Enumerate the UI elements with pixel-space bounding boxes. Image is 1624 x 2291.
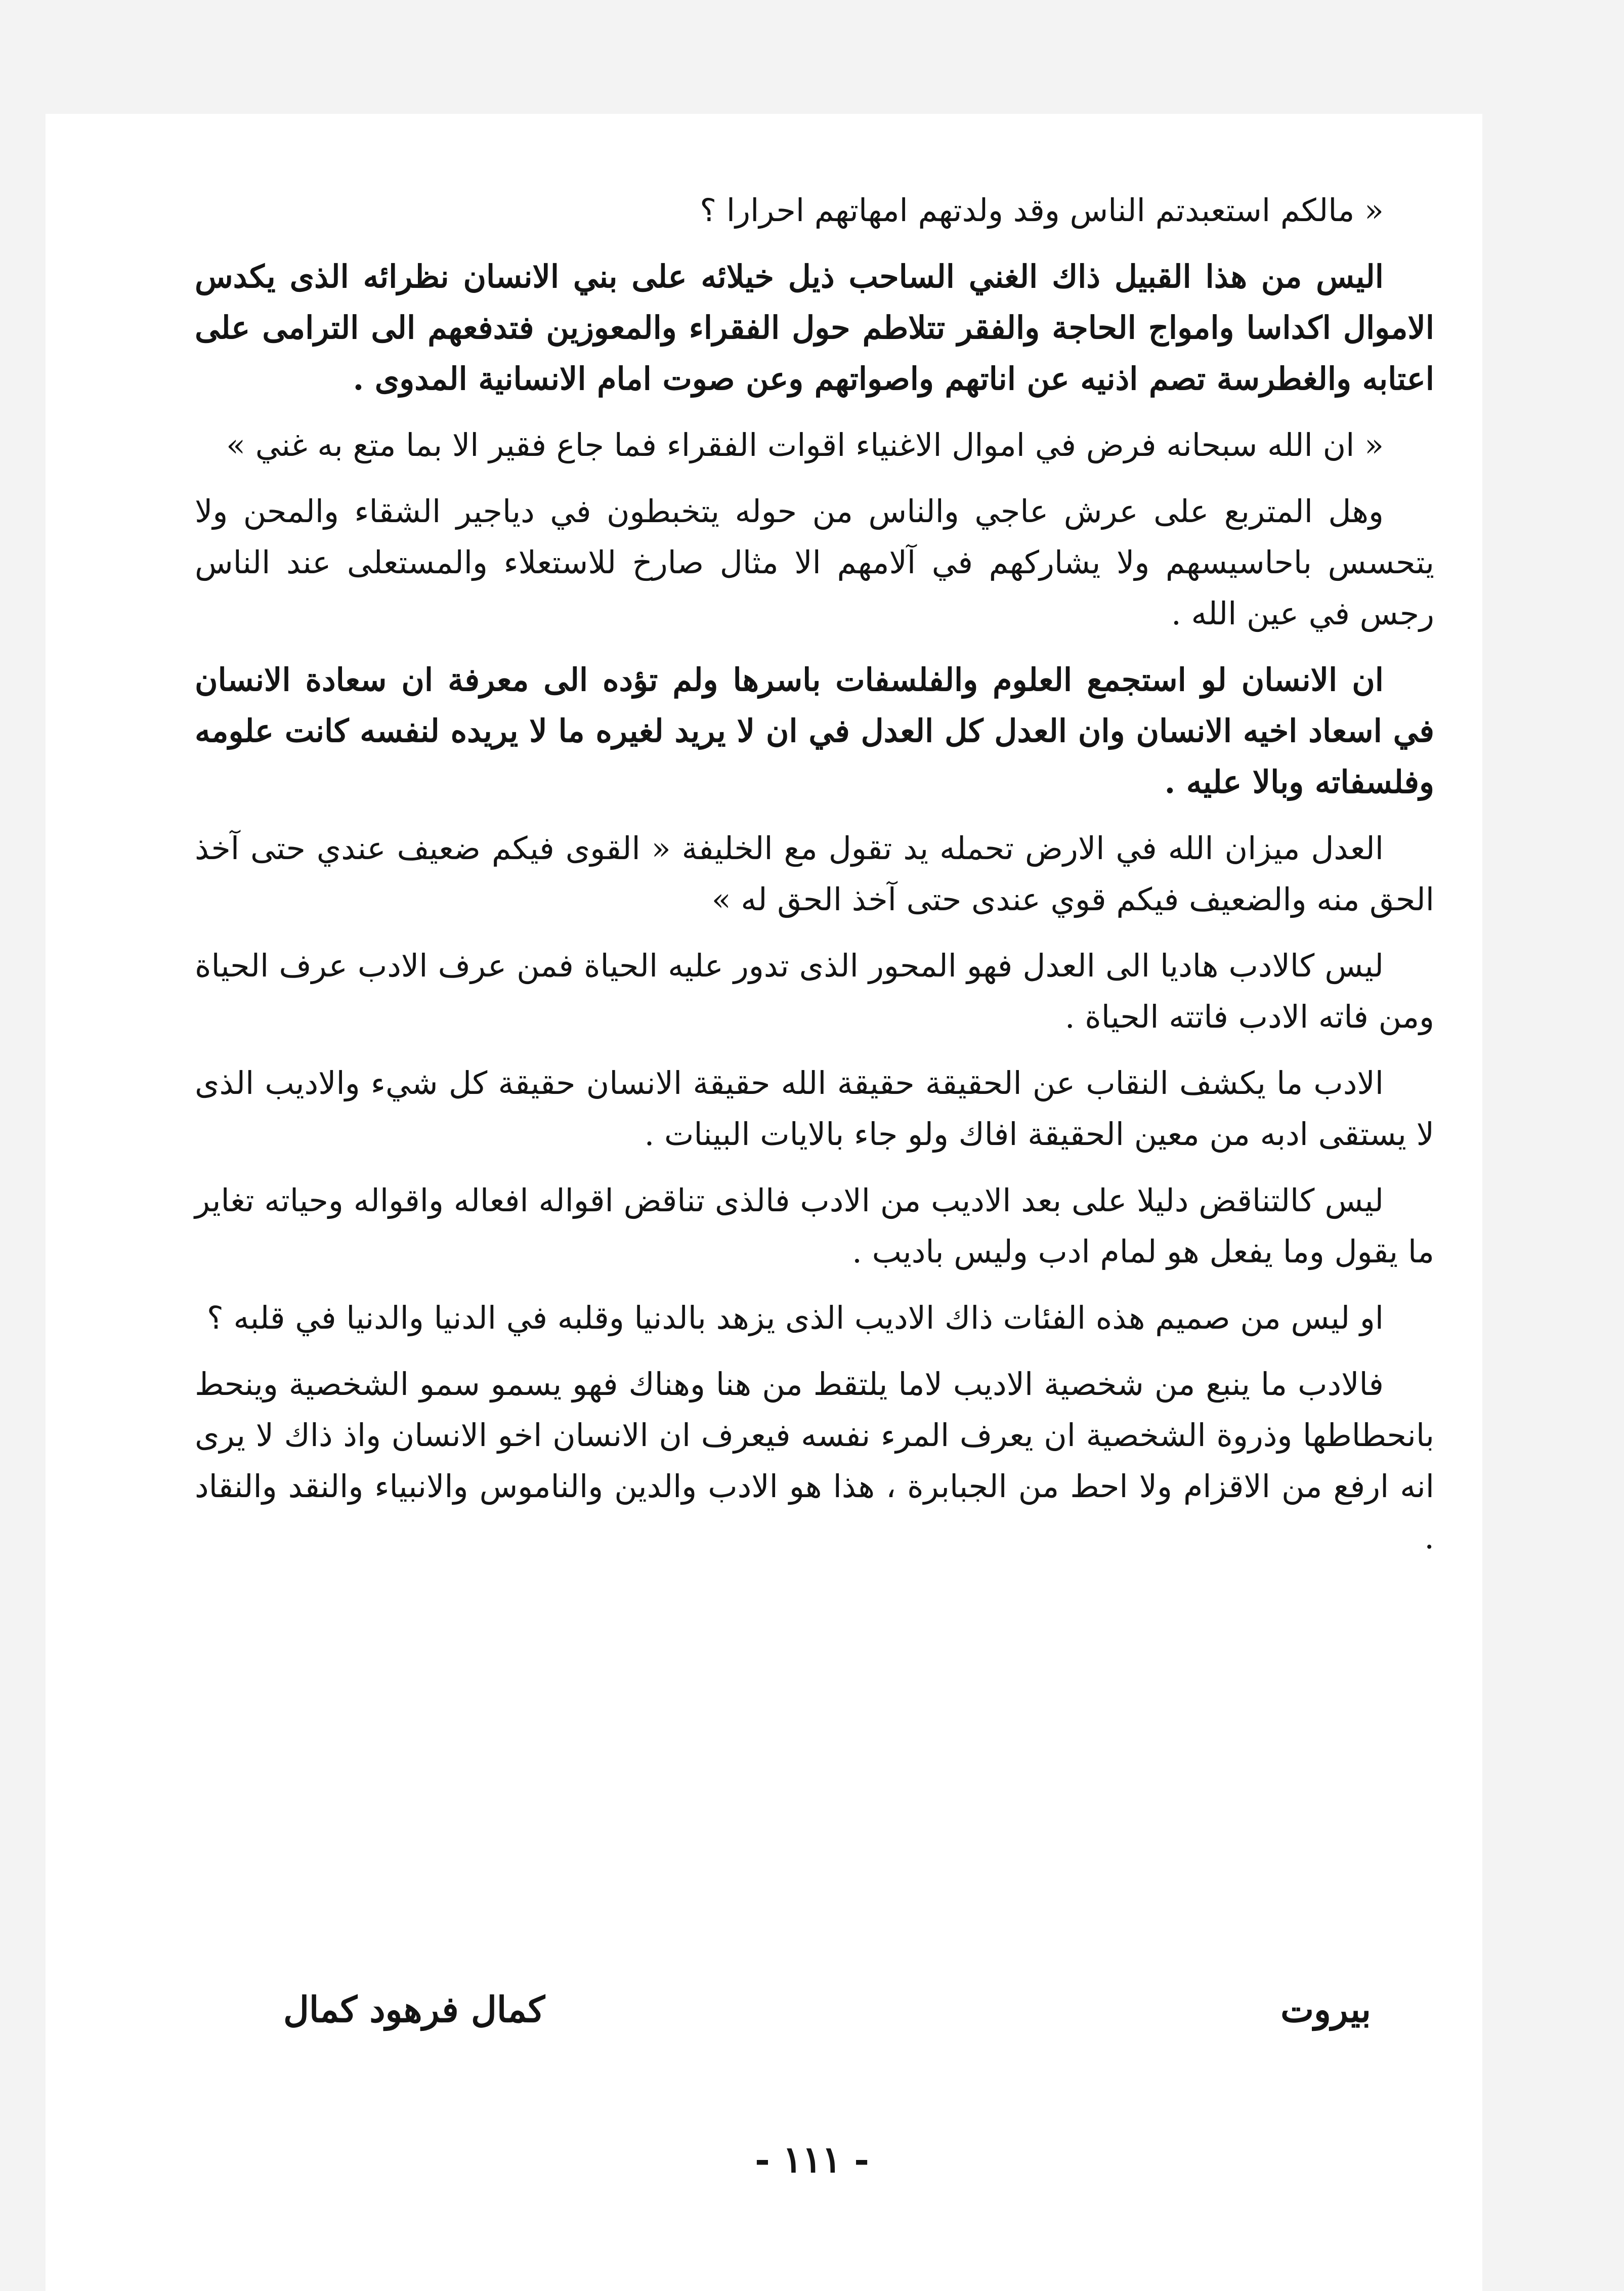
paragraph-rich-man: اليس من هذا القبيل ذاك الغني الساحب ذيل خيلائه على بني الانسان نظرائه الذى يكدس الاموال اكداسا وامواج الحاجة والفقر تتلاطم حول الفقراء والمعوزين فتدفعهم الى الترامى على اعتابه والغطرسة تصم اذنيه عن اناتهم واصواتهم وعن صوت امام الانسانية المدوى . [195, 258, 1434, 397]
paragraph-ivory-throne: وهل المتربع على عرش عاجي والناس من حوله يتخبطون في دياجير الشقاء والمحن ولا يتحسس باحاسيسهم ولا يشاركهم في آلامهم الا مثال صارخ للاستعلاء والمستعلى عند الناس رجس في عين الله . [195, 493, 1434, 632]
paragraph-quote-wealth: « ان الله سبحانه فرض في اموال الاغنياء اقوات الفقراء فما جاع فقير الا بما متع به غني » [226, 427, 1384, 463]
scan-border-left [0, 0, 46, 2291]
paragraph-literature-truth: الادب ما يكشف النقاب عن الحقيقة حقيقة الله حقيقة الانسان حقيقة كل شيء والاديب الذى لا يستقى ادبه من معين الحقيقة افاك ولو جاء بالايات البينات . [195, 1065, 1434, 1153]
signature-place: بيروت [1280, 1988, 1371, 2030]
scan-border-right [1482, 0, 1624, 2291]
paragraph-contradiction: ليس كالتناقض دليلا على بعد الاديب من الادب فالذى تناقض اقواله افعاله واقواله وحياته تغاير ما يقول وما يفعل هو لمام ادب وليس باديب . [195, 1182, 1434, 1270]
scan-border-top [0, 0, 1624, 114]
paragraph-quote-freedom: « مالكم استعبدتم الناس وقد ولدتهم امهاتهم احرارا ؟ [700, 192, 1384, 229]
paragraph-knowledge: ان الانسان لو استجمع العلوم والفلسفات باسرها ولم تؤده الى معرفة ان سعادة الانسان في اسعاد اخيه الانسان وان العدل كل العدل في ان لا يريد لغيره ما لا يريده لنفسه كانت علومه وفلسفاته وبالا عليه . [195, 661, 1434, 800]
paragraph-justice: العدل ميزان الله في الارض تحمله يد تقول مع الخليفة « القوى فيكم ضعيف عندي حتى آخذ الحق منه والضعيف فيكم قوي عندى حتى آخذ الحق له » [195, 830, 1434, 918]
signature-author: كمال فرهود كمال [283, 1988, 545, 2030]
page-number: - ١١١ - [755, 2138, 869, 2181]
paragraph-personality: فالادب ما ينبع من شخصية الاديب لاما يلتقط من هنا وهناك فهو يسمو سمو الشخصية وينحط بانحطاطها وذروة الشخصية ان يعرف المرء نفسه فيعرف ان الانسان اخو الانسان واذ ذاك لا يرى انه ارفع من الاقزام ولا احط من الجبابرة ، هذا هو الادب والدين والناموس والانبياء والنقد والنقاد . [195, 1366, 1434, 1556]
paragraph-ascetic-writer: او ليس من صميم هذه الفئات ذاك الاديب الذى يزهد بالدنيا وقلبه في الدنيا والدنيا في قلبه ؟ [206, 1299, 1384, 1336]
article-body [195, 185, 1434, 1578]
paragraph-literature-guide: ليس كالادب هاديا الى العدل فهو المحور الذى تدور عليه الحياة فمن عرف الادب عرف الحياة ومن فاته الادب فاتته الحياة . [195, 947, 1434, 1035]
signature-block [283, 1988, 1371, 2049]
